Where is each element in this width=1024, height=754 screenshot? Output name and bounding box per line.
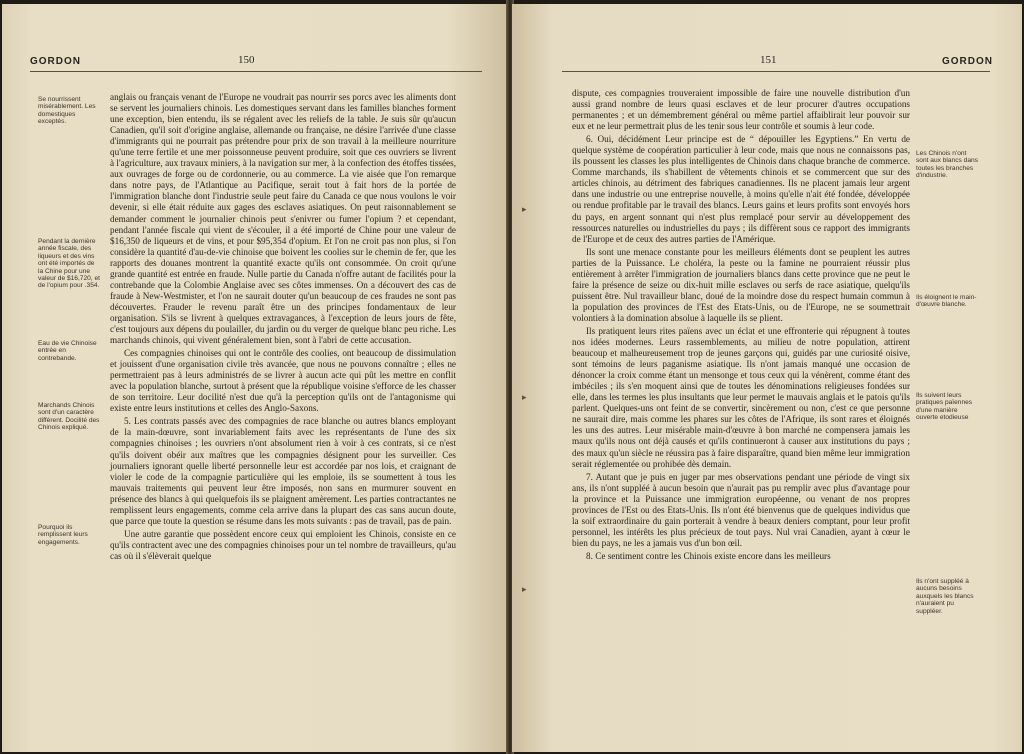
margin-marker: ▸ xyxy=(522,392,527,402)
paragraph: 7. Autant que je puis en juger par mes observations pendant une période de vingt six ans, ils n'ont suppléé à aucun besoin que n'aurait pas pu remplir avec plus d'avantage pour la province et la Puissance une immigration européenne, ou venant de nos propres provinces de l'Est ou des Etats-Unis. Ils n'ont été bienvenus que de quelques individus que la soif extraordinaire du gain porterait à vendre à beaux deniers comptant, pour leur profit personnel, les intérêts les plus précieux de tout pays. Nul vrai Canadien, ayant à cœur le bien du pays, ne les a jamais vus d'un bon œil. xyxy=(572,471,910,548)
left-running-head: GORDON xyxy=(30,56,81,67)
left-header-rule xyxy=(30,71,482,72)
margin-note: Ils n'ont suppléé à aucuns besoins auxquels les blancs n'auraient pu suppléer. xyxy=(916,578,974,615)
paragraph: Une autre garantie que possèdent encore ceux qui emploient les Chinois, consiste en ce qu'ils contractent avec une des compagnies chinoises pour un tel nombre de travailleurs, qu'au cas où il s'élèverait quelque xyxy=(110,528,456,561)
margin-note: Pendant la dernière année fiscale, des liqueurs et des vins ont été importés de la Chine pour une valeur de $16,720, et de l'opium pour .354. xyxy=(38,238,100,290)
paragraph: 6. Oui, décidément Leur principe est de “ dépouiller les Egyptiens.” En vertu de quelque système de coopération particulier à leur code, mais que nous ne connaissons pas, ils poussent les classes les plus intelligentes de Chinois dans chaque branche de commerce. Comme marchands, ils s'habillent de vêtements chinois et se commercent que sur des articles chinois, au détriment des fabriques canadiennes. Ils ne placent jamais leur argent dans une industrie ou une entreprise nouvelle, à moins qu'elle n'ait été fondée, développée ou rendue profitable par le travail des blancs. Leurs gains et leurs profits sont envoyés hors du pays, en argent sonnant qui n'est plus remplacé pour servir au développement des ressources naturelles ou industrielles du pays ; ils diffèrent sous ce rapport des immigrants de l'Europe et de ceux des autres parties de l'Amérique. xyxy=(572,134,910,244)
paragraph: Ils sont une menace constante pour les meilleurs éléments dont se peuplent les autres parties de la Puissance. Le choléra, la peste ou la famine ne pourraient réussir plus entièrement à arrêter l'immigration de journaliers blancs dans cette province que ne peut le faire la présence de seize ou dix-huit mille esclaves ou serfs de race asiatique, quelqu'ils puissent être. Nul travailleur blanc, doué de la moindre dose du respect humain commun à la population des provinces de l'Est des Etats-Unis, ou de l'Europe, ne se soumettrait volontiers à la domination absolue à laquelle ils se plient. xyxy=(572,246,910,323)
margin-note: Ils éloignent le main-d'œuvre blanche. xyxy=(916,294,977,309)
paragraph: Ces compagnies chinoises qui ont le contrôle des coolies, ont beaucoup de dissimulation et jouissent d'une organisation civile très avancée, que nous ne pouvons connaître ; elles ne permettraient pas à leurs administrés de se livrer à aucun acte qui pût les mettre en conflit avec la population blanche, surtout à présent que la république voisine s'efforce de les chasser de son territoire. Leur docilité n'est due qu'à la perception qu'ils ont de l'antagonisme qui existe entre leurs institutions et celles des Anglo-Saxons. xyxy=(110,348,456,414)
margin-note: Pourquoi ils remplissent leurs engagements. xyxy=(38,524,88,546)
left-page-text xyxy=(110,92,456,564)
margin-note: Se nourrissent misérablement. Les domestiques exceptés. xyxy=(38,96,96,126)
margin-marker: ▸ xyxy=(522,584,527,594)
left-page-number: 150 xyxy=(238,54,255,66)
paragraph: 5. Les contrats passés avec des compagnies de race blanche ou autres blancs employant de la main-dœuvre, sont invariablement faits avec les représentants de l'une des six compagnies chinoises ; les ouvriers n'ont absolument rien à voir à ces contrats, si ce n'est qu'ils doivent obéir aux maîtres que les compagnies désignent pour les surveiller. Ces journaliers ignorant quelle liberté personnelle leur est accordée par nos lois, et craignant de violer le code de la compagnie particulière qui les emploie, ils se soumettent à tous les mauvais traitements qui peuvent leur être imposés, non sans en murmurer souvent en présence des blancs à qui quelquefois ils se plaignent amèrement. Les parties contractantes ne remplissent leurs engagements, comme cela arrive dans la plupart des cas sans aucun doute, que parce que toute la question se résume dans les mots suivants : pas de travail, pas de pain. xyxy=(110,416,456,526)
left-page xyxy=(2,4,508,752)
margin-marker: ▸ xyxy=(522,204,527,214)
margin-note: Marchands Chinois sont d'un caractère différent. Docilité des Chinois expliqué. xyxy=(38,402,100,432)
paragraph: anglais ou français venant de l'Europe ne voudrait pas nourrir ses porcs avec les aliments dont se servent les journaliers chinois. Les domestiques servant dans les familles blanches forment une exception, bien entendu, ils se régalent avec les reliefs de la table. Je suis sûr qu'aucun Canadien, qu'il soit d'origine anglaise, allemande ou française, ne désire l'arrivée d'une classe d'immigrants qui ne pourrait pas prétendre pour prix de son travail à la meilleure nourriture qu'une terre fertile et une mer poissonneuse peuvent produire, soit que ces ouvriers se livrent à l'agriculture, aux travaux miniers, à la navigation sur mer, à la confection des étoffes tissées, aux ouvrages de forge ou de cordonnerie, ou au commerce. La vie aisée que l'on remarque dans notre pays, de l'Atlantique au Pacifique, serait tout à fait hors de la portée de l'immigration blanche dont l'industrie seule peut faire du Canada ce que nous voulons le voir devenir, si elle était réduite aux gages des esclaves asiatiques. On peut raisonnablement se demander comment le journalier chinois peut s'enivrer ou fumer l'opium ? et cependant, pendant l'année fiscale qui vient de s'écouler, il a été importé de Chine pour une valeur de $16,350 de liqueurs et de vins, et pour $95,354 d'opium. Et l'on ne croit pas non plus, si l'on considère la quantité d'au-de-vie chinoise que boivent les coolies sur le chemin de fer, que les rapports des douanes montrent la quantité exacte qu'ils ont consommée. On croit qu'une grande quantité est entrée en fraude. Nulle partie du Canada n'offre autant de facilités pour la contrebande que la Colombie Anglaise avec ses côtes immenses. On a découvert des cas de fraude à New-Westmister, et l'on ne saurait douter qu'un beaucoup de ces fraudes ne sont pas découvertes. Frauder le revenu paraît être un des principes fondamentaux de leur organisation. S'ils se livrent à quelques extravagances, à l'exception de leurs jours de fête, c'est toujours aux dépens du poulailler, du jardin ou du verger de quelque blanc peu riche. Les marchands chinois, qui vivent généralement bien, sont à l'abri de cette accusation. xyxy=(110,92,456,346)
right-header-rule xyxy=(562,71,990,72)
paragraph: dispute, ces compagnies trouveraient impossible de faire une nouvelle distribution d'un aussi grand nombre de leurs quasi esclaves et de leur procurer d'autres occupations permanentes ; et un démembrement général ou même partiel affaiblirait leur pouvoir sur eux et ne leur permettrait plus de les tenir sous leur contrôle et soumis à leur code. xyxy=(572,88,910,132)
right-page xyxy=(512,4,1022,752)
margin-note: Eau de vie Chinoise entrée en contrebande. xyxy=(38,340,97,362)
paragraph: Ils pratiquent leurs rites païens avec un éclat et une effronterie qui répugnent à toutes nos idées modernes. Leurs rassemblements, au milieu de notre population, attirent beaucoup et malheureusement trop de jeunes garçons qui, guidés par une curiosité oisive, sont témoins de leurs paganisme asiatique. Ils n'ont jamais manqué une occasion de dénoncer la croix comme étant un mensonge et tous ceux qui la vénèrent, comme étant des imbéciles ; ils s'en moquent ainsi que de toutes les dénominations religieuses fondées sur elle, dans les termes les plus insultants que leur permet le mauvais anglais et le patois qu'ils parlent. Quelques-uns ont feint de se convertir, sincèrement ou non, c'est ce que personne ne saurait dire, mais comme les phares sur les côtes de l'Afrique, ils sont rares et éloignés les uns des autres. Leur misérable main-d'œuvre à bon marché ne compensera jamais les maux qu'ils nous ont déjà causés et qu'ils continueront à causer aux institutions du pays ; des maux qu'un siècle ne réussira pas à faire disparaître, quand bien même leur immigration serait réglementée ou prohibée dès demain. xyxy=(572,325,910,469)
right-running-head: GORDON xyxy=(942,56,993,67)
right-page-text xyxy=(572,88,910,564)
paragraph: 8. Ce sentiment contre les Chinois existe encore dans les meilleurs xyxy=(586,550,831,561)
right-page-number: 151 xyxy=(760,54,777,66)
margin-note: Les Chinois n'ont sont aux blancs dans toutes les branches d'industrie. xyxy=(916,150,978,180)
margin-note: Ils suivent leurs pratiques païennes d'une manière ouverte etodieuse xyxy=(916,392,973,422)
